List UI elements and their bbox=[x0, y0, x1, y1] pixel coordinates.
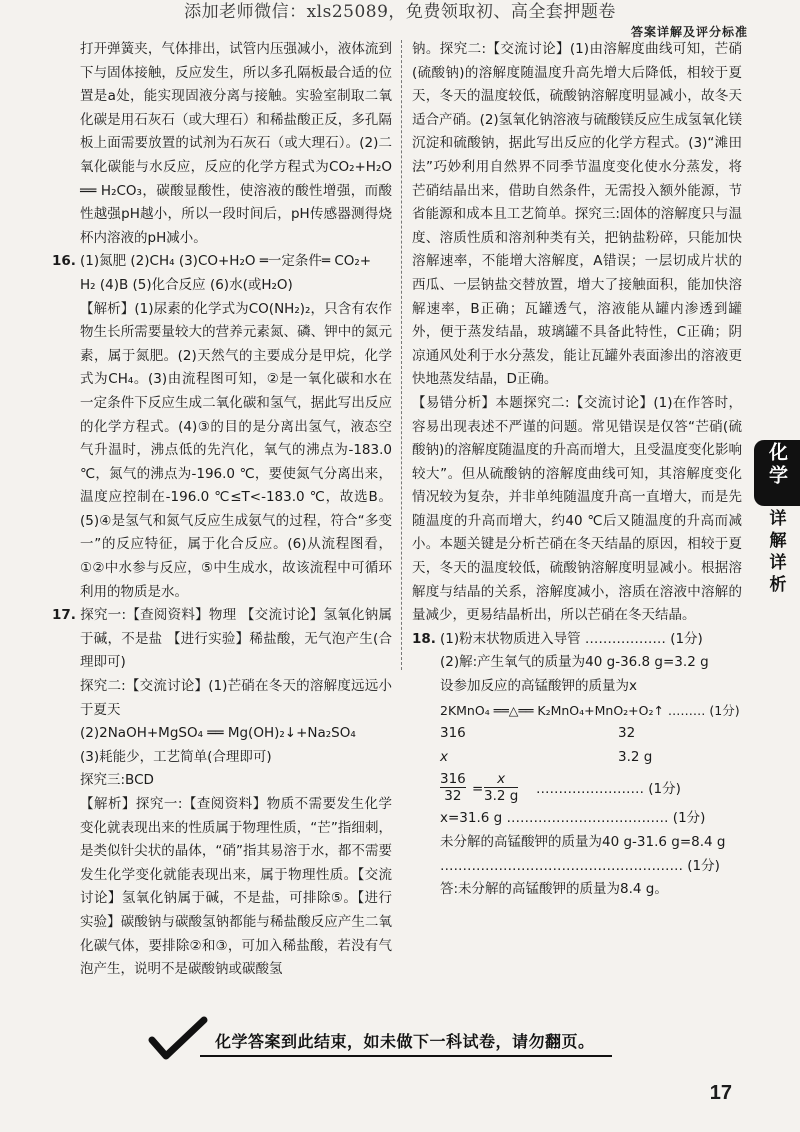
footer-underline bbox=[200, 1055, 612, 1057]
q18-answer: 答:未分解的高锰酸钾的质量为8.4 g。 bbox=[440, 881, 668, 898]
q18-x-value: x=31.6 g ……………………………… (1分) bbox=[440, 810, 706, 827]
o2-mass-value: 3.2 g bbox=[618, 748, 653, 765]
side-label: 详 解 详 析 bbox=[769, 509, 787, 595]
column-divider bbox=[401, 40, 402, 670]
q18-number: 18. bbox=[412, 630, 436, 647]
q17-analysis: 【解析】探究一:【查阅资料】物质不需要发生化学变化就表现出来的性质属于物理性质，“芒”指细刺，是类似针尖状的晶体，“硝”指其易溶于水，都不需要发生化学变化就能表现出来，属于物理性质。【交流讨论】氢氧化钠属于碱，不是盐，可排除⑤。【进行实验】碳酸钠与碳酸氢钠都能与稀盐酸反应产生二氧化碳气体，要排除②和③，可加入稀盐酸，若没有气泡产生，说明不是碳酸钠或碳酸氢 bbox=[80, 796, 392, 978]
q18-line-1: (1)粉末状物质进入导管 ……………… (1分) bbox=[440, 630, 703, 647]
q16-answer-line2: H₂ (4)B (5)化合反应 (6)水(或H₂O) bbox=[80, 276, 293, 293]
q16-number: 16. bbox=[52, 253, 76, 270]
fraction-left: 316 32 bbox=[440, 771, 466, 805]
left-column bbox=[52, 38, 392, 982]
question-17 bbox=[52, 604, 392, 982]
subject-tab: 化学 bbox=[754, 440, 800, 506]
q18-remaining-score: ……………………………………………… (1分) bbox=[440, 857, 720, 874]
q18-remaining: 未分解的高锰酸钾的质量为40 g-31.6 g=8.4 g bbox=[440, 834, 726, 850]
mass-kmno4: 316 bbox=[440, 725, 466, 742]
error-analysis: 【易错分析】本题探究二:【交流讨论】(1)在作答时，容易出现表述不严谨的问题。常见错误是仅答“芒硝(硫酸钠)的溶解度随温度的升高而增大，且受温度变化影响较大”。但从硫酸钠的溶解度曲线可知，其溶解度变化情况较为复杂，并非单纯随温度升高一直增大，而是先随温度的升高而增大，约40 ℃后又随温度的升高而减小。本题关键是分析芒硝在冬天结晶的原因，相较于夏天，冬天的温度较低，硫酸钠溶解度明显减小。根据溶解度与结晶的关系，溶解度减小，溶质在溶液中溶解的量减少，更易结晶析出，所以芒硝在冬天结晶。 bbox=[412, 394, 742, 624]
q15-continuation: 打开弹簧夹，气体排出，试管内压强减小，液体流到下与固体接触，反应发生，所以多孔隔板最合适的位置是a处，能实现固液分离与接触。实验室制取二氧化碳是用石灰石（或大理石）和稀盐酸正反，多孔隔板上面需要放置的试剂为石灰石（或大理石）。(2)二氧化碳能与水反应，反应的化学方程式为CO₂+H₂O ══ H₂CO₃，碳酸显酸性，使溶液的酸性增强，而酸性越强pH越小，所以一段时间后，pH传感器测得烧杯内溶液的pH减小。 bbox=[80, 41, 392, 246]
unknown-x: x bbox=[440, 748, 448, 765]
q18-mass-row-2 bbox=[440, 746, 742, 770]
q16-answer-line1: (1)氮肥 (2)CH₄ (3)CO+H₂O ═一定条件═ CO₂+ bbox=[80, 253, 372, 270]
q18-line-2: (2)解:产生氧气的质量为40 g-36.8 g=3.2 g bbox=[440, 654, 709, 671]
q17-line-1: 探究一:【查阅资料】物理 【交流讨论】氢氧化钠属于碱，不是盐 【进行实验】稀盐酸，无气泡产生(合理即可) bbox=[80, 607, 392, 671]
q18-line-3: 设参加反应的高锰酸钾的质量为x bbox=[440, 678, 637, 695]
q18-equation: 2KMnO₄ ══△══ K₂MnO₄+MnO₂+O₂↑ ……… (1分) bbox=[440, 702, 740, 718]
right-column bbox=[412, 38, 742, 902]
q17-line-5: 探究三:BCD bbox=[80, 772, 154, 789]
proportion-score: …………………… (1分) bbox=[536, 781, 681, 798]
question-18 bbox=[412, 628, 742, 902]
q17-line-3: (2)2NaOH+MgSO₄ ══ Mg(OH)₂↓+Na₂SO₄ bbox=[80, 725, 356, 742]
checkmark-icon bbox=[148, 1016, 208, 1062]
question-16 bbox=[52, 250, 392, 604]
q18-mass-row-1 bbox=[440, 722, 742, 746]
mass-o2: 32 bbox=[618, 725, 636, 742]
page-number: 17 bbox=[709, 1082, 732, 1104]
footer-note: 化学答案到此结束，如未做下一科试卷，请勿翻页。 bbox=[215, 1032, 595, 1051]
q17-continuation: 钠。探究二:【交流讨论】(1)由溶解度曲线可知，芒硝(硫酸钠)的溶解度随温度升高先增大后降低，相较于夏天，冬天的温度较低，硫酸钠溶解度明显减小，故冬天适合产硝。(2)氢氧化钠溶液与硫酸镁反应生成氢氧化镁沉淀和硫酸钠，据此写出反应的化学方程式。(3)“滩田法”巧妙利用自然界不同季节温度变化使水分蒸发，将芒硝结晶出来，借助自然条件，无需投入额外能源，节省能源和成本且工艺简单。探究三:固体的溶解度只与温度、溶质性质和溶剂种类有关，把钠盐粉碎，只能加快溶解速率，不能增大溶解度，A错误；一层切成片状的西瓜、一层钠盐交替放置，增大了接触面积，能加快溶解速率，B正确；瓦罐透气，溶液能从罐内渗透到罐外，便于蒸发结晶，玻璃罐不具备此特性，C正确；阴凉通风处利于水分蒸发，能让瓦罐外表面渗出的溶液更快地蒸发结晶，D正确。 bbox=[412, 41, 742, 388]
q17-line-4: (3)耗能少，工艺简单(合理即可) bbox=[80, 748, 272, 765]
watermark: 添加老师微信：xls25089，免费领取初、高全套押题卷 bbox=[184, 2, 616, 22]
running-head: 答案详解及评分标准 bbox=[630, 25, 748, 39]
q17-number: 17. bbox=[52, 607, 76, 624]
fraction-right: x 3.2 g bbox=[484, 771, 519, 805]
q17-line-2: 探究二:【交流讨论】(1)芒硝在冬天的溶解度远远小于夏天 bbox=[80, 678, 392, 718]
q18-proportion: 316 32 = x 3.2 g …………………… (1分) bbox=[440, 771, 681, 805]
q16-analysis: 【解析】(1)尿素的化学式为CO(NH₂)₂，只含有农作物生长所需要量较大的营养元素氮、磷、钾中的氮元素，属于氮肥。(2)天然气的主要成分是甲烷，化学式为CH₄。(3)由流程图可知，②是一氧化碳和水在一定条件下反应生成二氧化碳和氢气，据此写出反应的化学方程式。(4)③的目的是分离出氢气，液态空气升温时，沸点低的先汽化，氧气的沸点为-183.0 ℃，氮气的沸点为-196.0 ℃，要使氮气分离出来，温度应控制在-196.0 ℃≤T<-183.0 ℃，故选B。(5)④是氢气和氮气反应生成氨气的过程，符合“多变一”的反应特征，属于化合反应。(6)从流程图看，①②中水参与反应，⑤中生成水，故该流程中可循环利用的物质是水。 bbox=[80, 300, 392, 600]
